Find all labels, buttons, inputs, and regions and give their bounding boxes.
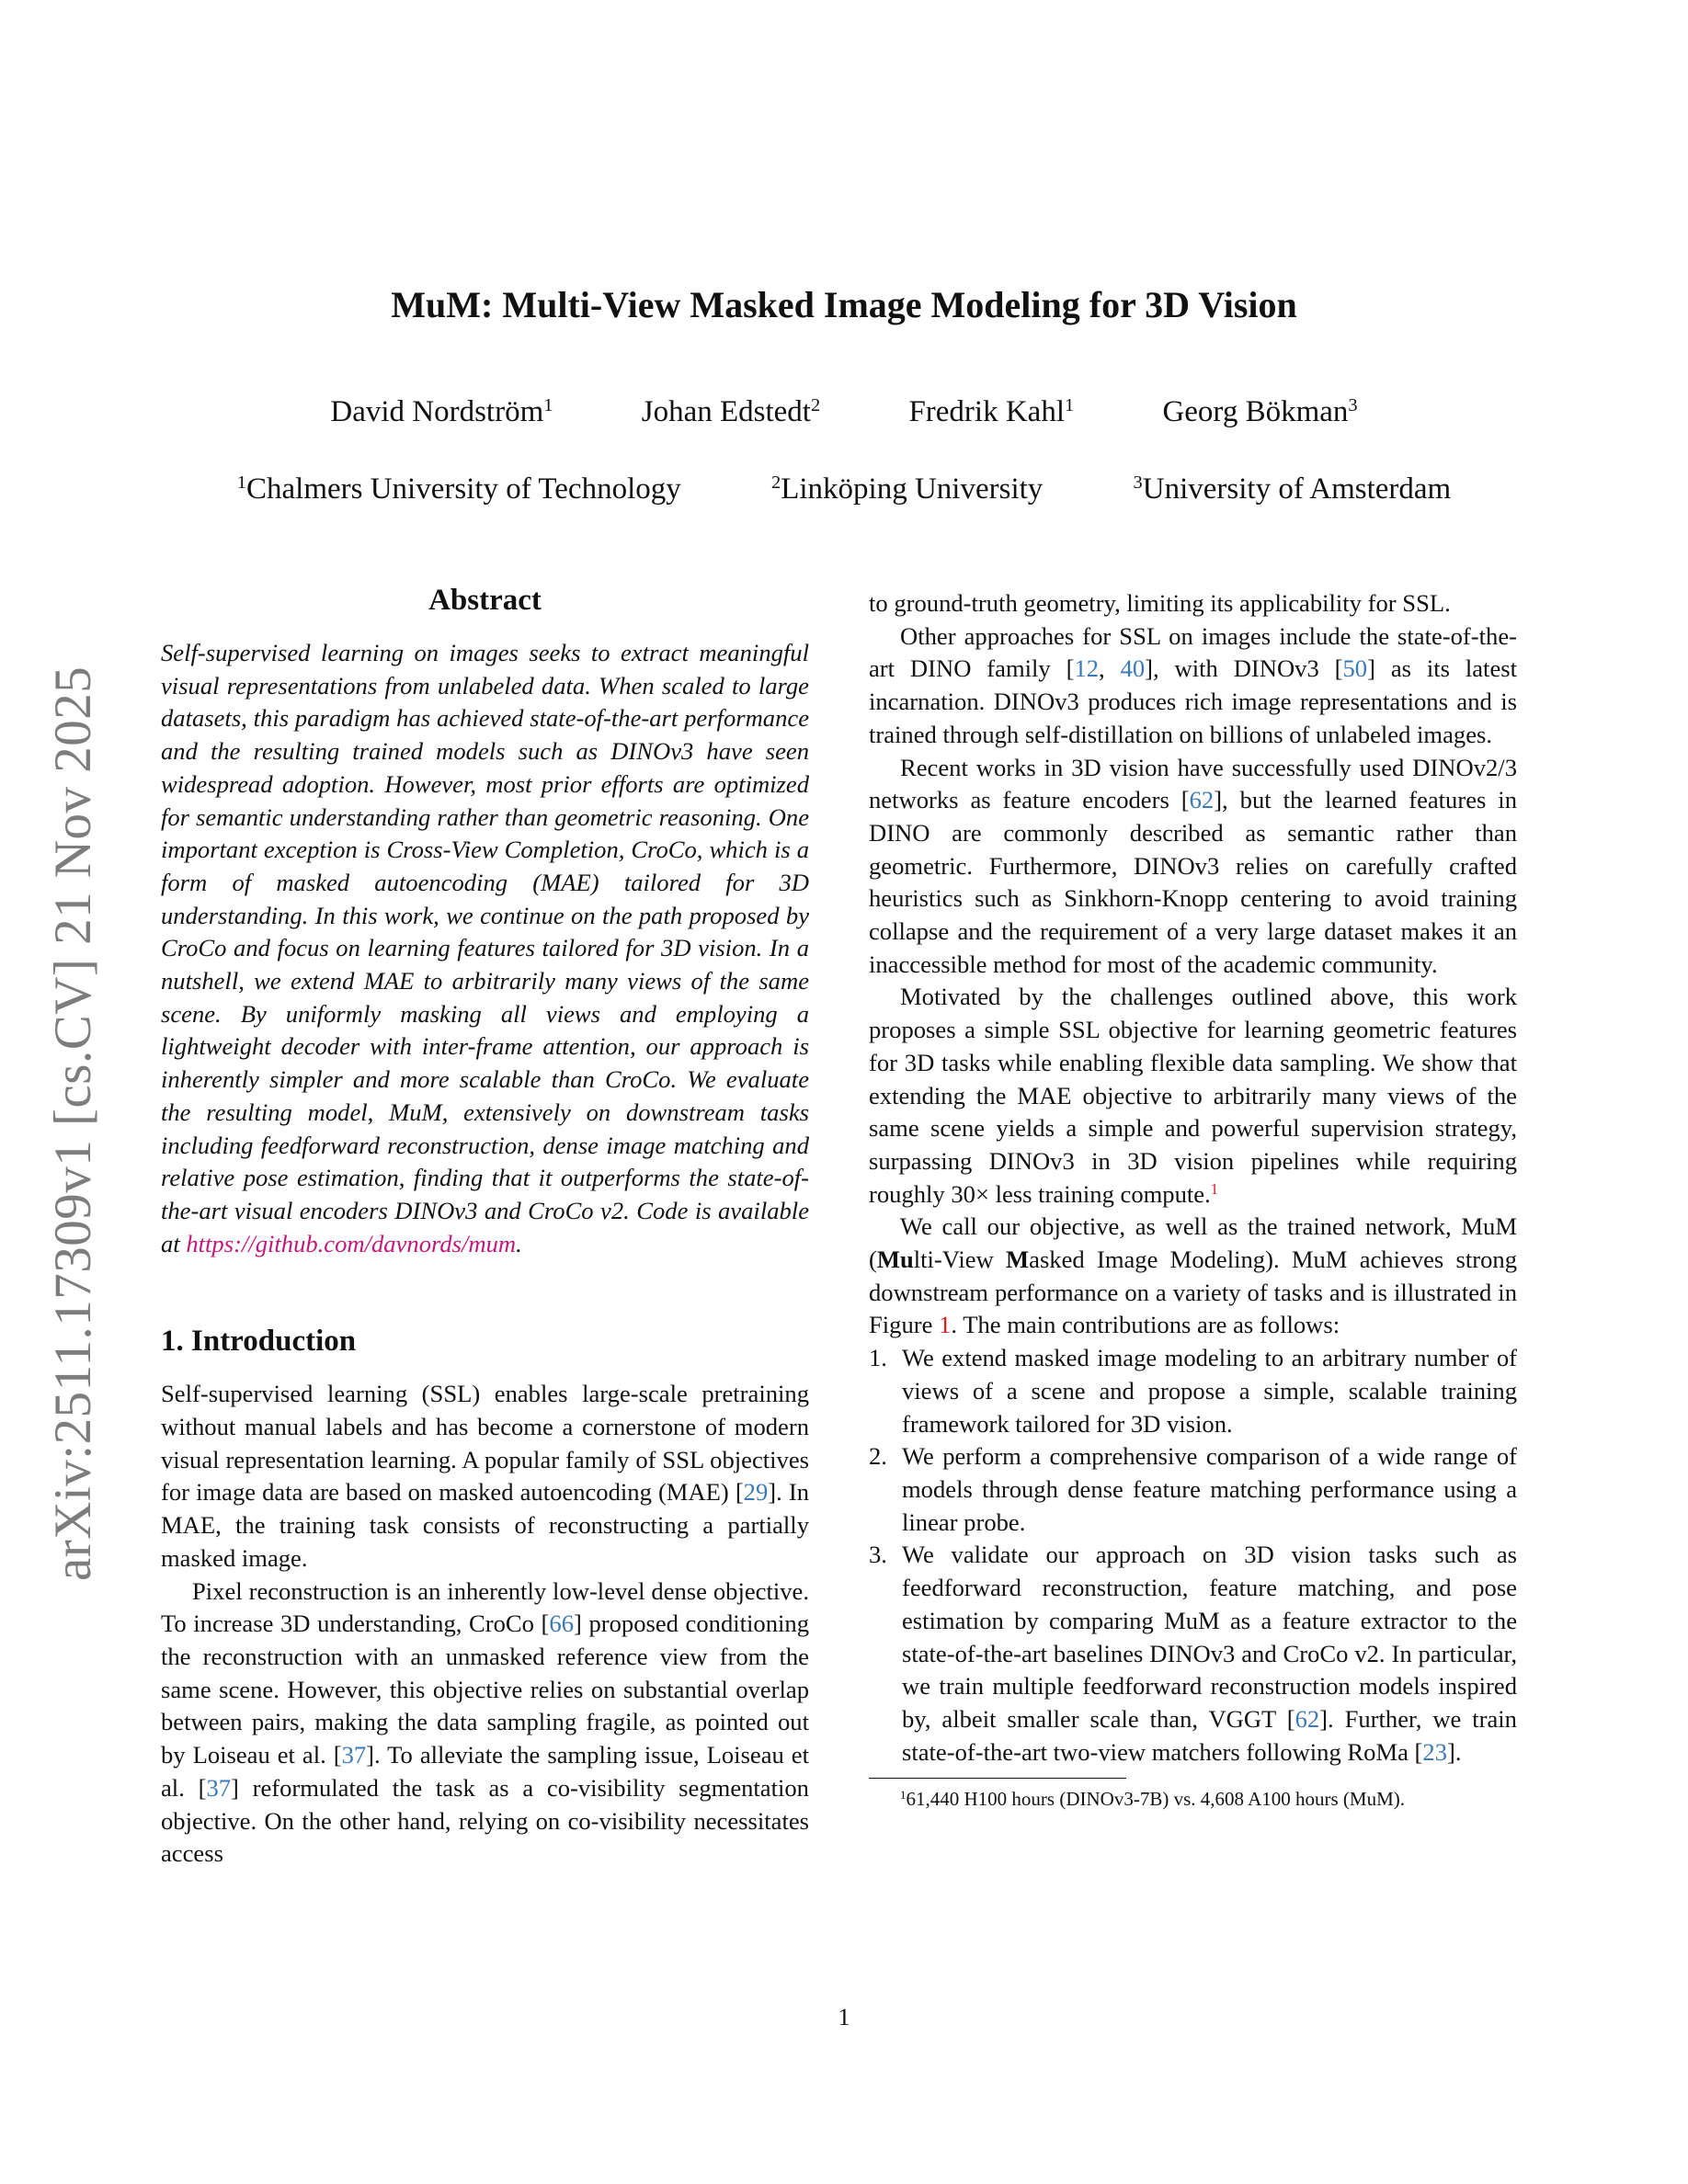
affiliation-list: [0, 471, 1688, 507]
paragraph: Other approaches for SSL on images include the state-of-the-art DINO family [12, 40], with DINOv3 [50] as its latest incarnation. DINOv3 produces rich image representations and is trained through self-distillation on billions of unlabeled images.: [869, 621, 1517, 748]
citation-link[interactable]: 66: [549, 1610, 574, 1638]
page-number: 1: [838, 2003, 850, 2030]
footnote: $^1$61,440 H100 hours (DINOv3-7B) vs. 4,608 A100 hours (MuM).: [900, 1788, 1405, 1811]
author: Georg Bökman$^3$: [1162, 394, 1358, 428]
list-item: 1. We extend masked image modeling to an arbitrary number of views of a scene and propose a simple, scalable training framework tailored for 3D vision.: [869, 1344, 1517, 1438]
paragraph: Pixel reconstruction is an inherently low-level dense objective. To increase 3D understanding, CroCo [66] proposed conditioning the reconstruction with an unmasked reference view from the same scene. However, this objective relies on substantial overlap between pairs, making the data sampling fragile, as pointed out by Loiseau et al. [37]. To alleviate the sampling issue, Loiseau et al. [37] reformulated the task as a co-visibility segmentation objective. On the other hand, relying on co-visibility necessitates access: [161, 1576, 809, 1868]
author: David Nordström$^1$: [330, 394, 553, 428]
footnote-divider: [869, 1778, 1126, 1779]
citation-link[interactable]: 62: [1295, 1704, 1320, 1733]
paragraph: Self-supervised learning (SSL) enables large-scale pretraining without manual labels and has become a cornerstone of modern visual representation learning. A popular family of SSL objectives for image data are based on masked autoencoding (MAE) [29]. In MAE, the training task consists of reconstructing a partially masked image.: [161, 1380, 809, 1572]
figure-link[interactable]: 1: [939, 1311, 952, 1339]
author: Johan Edstedt$^2$: [641, 394, 821, 428]
list-item: 2. We perform a comprehensive comparison of a wide range of models through dense feature matching performance using a linear probe.: [869, 1442, 1517, 1536]
code-link[interactable]: https://github.com/davnords/mum: [186, 1229, 517, 1257]
contribution-list: [869, 1342, 1517, 1769]
citation-link[interactable]: 62: [1189, 786, 1215, 814]
list-item: 3. We validate our approach on 3D vision tasks such as feedforward reconstruction, feature matching, and pose estimation by comparing MuM as a feature extractor to the state-of-the-art baselines DINOv3 and CroCo v2. In particular, we train multiple feedforward reconstruction models inspired by, albeit smaller scale than, VGGT [62]. Further, we train state-of-the-art two-view matchers following RoMa [23].: [869, 1541, 1517, 1766]
citation-link[interactable]: 12: [1074, 654, 1100, 683]
affiliation: $^2$Linköping University: [771, 472, 1044, 506]
paragraph-continuation: to ground-truth geometry, limiting its applicability for SSL.: [869, 589, 1451, 617]
right-column: [869, 587, 1517, 1812]
abstract-text: Self-supervised learning on images seeks to extract meaningful visual representations from unlabeled data. When scaled to large datasets, this paradigm has achieved state-of-the-art performance and the resulting trained models such as DINOv3 have seen widespread adoption. However, most prior efforts are optimized for semantic understanding rather than geometric reasoning. One important exception is Cross-View Completion, CroCo, which is a form of masked autoencoding (MAE) tailored for 3D understanding. In this work, we continue on the path proposed by CroCo and focus on learning features tailored for 3D vision. In a nutshell, we extend MAE to arbitrarily many views of the same scene. By uniformly masking all views and employing a lightweight decoder with inter-frame attention, our approach is inherently simpler and more scalable than CroCo. We evaluate the resulting model, MuM, extensively on downstream tasks including feedforward reconstruction, dense image matching and relative pose estimation, finding that it outperforms the state-of-the-art visual encoders DINOv3 and CroCo v2. Code is available at https://github.com/davnords/mum.: [161, 639, 809, 1257]
author-list: [0, 393, 1688, 430]
section-heading: 1. Introduction: [161, 1325, 357, 1359]
footnote-marker[interactable]: 1: [1210, 1179, 1218, 1198]
paper-title: MuM: Multi-View Masked Image Modeling for 3D Vision: [391, 284, 1297, 325]
paragraph: Recent works in 3D vision have successfully used DINOv2/3 networks as feature encoders [62], but the learned features in DINO are commonly described as semantic rather than geometric. Furthermore, DINOv3 relies on carefully crafted heuristics such as Sinkhorn-Knopp centering to avoid training collapse and the requirement of a very large dataset makes it an inaccessible method for most of the academic community.: [869, 753, 1517, 978]
left-column: [161, 582, 809, 1871]
citation-link[interactable]: 37: [341, 1741, 367, 1769]
citation-link[interactable]: 37: [206, 1773, 232, 1802]
arxiv-identifier: arXiv:2511.17309v1 [cs.CV] 21 Nov 2025: [44, 665, 102, 1581]
paragraph: Motivated by the challenges outlined above, this work proposes a simple SSL objective for learning geometric features for 3D tasks while enabling flexible data sampling. We show that extending the MAE objective to arbitrarily many views of the same scene yields a simple and powerful supervision strategy, surpassing DINOv3 in 3D vision pipelines while requiring roughly 30× less training compute.$^1$: [869, 983, 1517, 1208]
affiliation: $^3$University of Amsterdam: [1133, 472, 1452, 506]
citation-link[interactable]: 23: [1422, 1737, 1448, 1766]
citation-link[interactable]: 29: [743, 1478, 769, 1507]
abstract-heading: Abstract: [428, 584, 542, 617]
affiliation: $^1$Chalmers University of Technology: [236, 472, 681, 506]
paragraph: We call our objective, as well as the trained network, MuM (Multi-View Masked Image Modeling). MuM achieves strong downstream performance on a variety of tasks and is illustrated in Figure 1. The main contributions are as follows:: [869, 1212, 1517, 1339]
citation-link[interactable]: 50: [1342, 654, 1368, 683]
citation-link[interactable]: 40: [1120, 654, 1146, 683]
author: Fredrik Kahl$^1$: [908, 394, 1075, 428]
